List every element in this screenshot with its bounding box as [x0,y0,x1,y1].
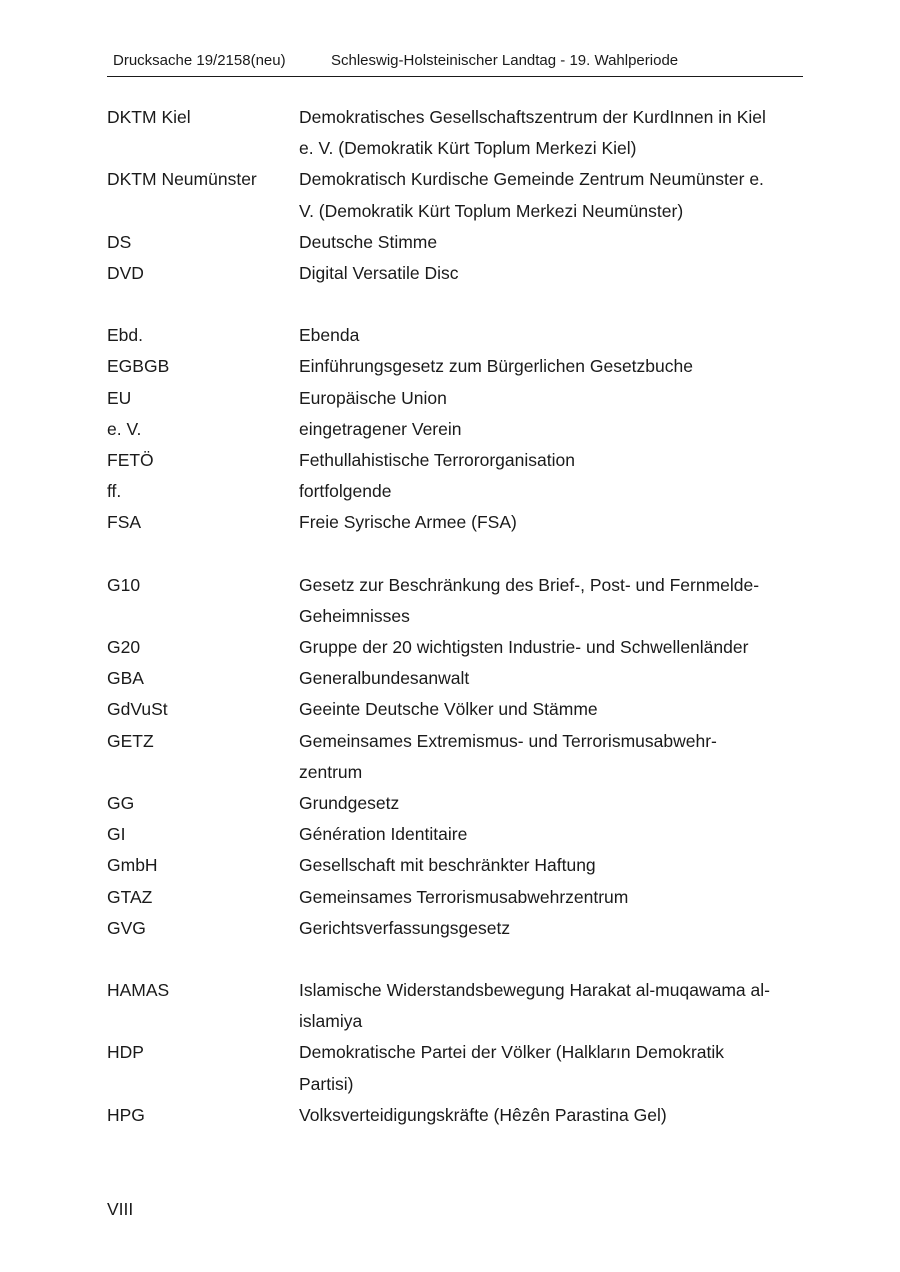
abbreviation: Ebd. [107,325,143,346]
abbreviation-entry [107,663,797,694]
abbreviation-entry [107,850,797,881]
abbreviation-entry [107,819,797,850]
abbreviation-group-d [107,102,797,289]
definition: Geeinte Deutsche Völker und Stämme [299,699,598,720]
abbreviation: GVG [107,917,146,938]
abbreviation: GmbH [107,855,158,876]
definition: Digital Versatile Disc [299,263,459,284]
definition: Demokratische Partei der Völker (Halkların Demokratik Partisi) [299,1042,724,1094]
abbreviation-entry [107,788,797,819]
abbreviation: GG [107,793,135,814]
definition: Gesellschaft mit beschränkter Haftung [299,855,596,876]
abbreviation: EGBGB [107,356,170,377]
definition: fortfolgende [299,481,392,502]
abbreviation: GETZ [107,730,154,751]
abbreviation-entry [107,975,797,1037]
definition: Islamische Widerstandsbewegung Harakat al-muqawama al-islamiya [299,980,770,1032]
abbreviation-entry [107,383,797,414]
definition: Gerichtsverfassungsgesetz [299,917,511,938]
abbreviation-entry [107,320,797,351]
definition: Gemeinsames Extremismus- und Terrorismusabwehr-zentrum [299,730,717,782]
abbreviation: DKTM Kiel [107,107,191,127]
definition: Gruppe der 20 wichtigsten Industrie- und Schwellenländer [299,637,749,658]
definition: Gemeinsames Terrorismusabwehrzentrum [299,886,629,907]
abbreviation: GTAZ [107,886,153,907]
definition: eingetragener Verein [299,418,462,439]
header-divider [107,76,803,77]
abbreviation: G20 [107,637,141,658]
abbreviation-entry [107,694,797,725]
abbreviation-list [107,102,797,1162]
definition: Europäische Union [299,387,447,408]
abbreviation: DKTM Neumünster [107,169,257,190]
abbreviation-group-h [107,975,797,1131]
abbreviation-entry [107,351,797,382]
abbreviation-entry [107,632,797,663]
page-header [113,51,803,71]
abbreviation-entry [107,507,797,538]
definition: Freie Syrische Armee (FSA) [299,512,517,533]
definition: Demokratisch Kurdische Gemeinde Zentrum Neumünster e. V. (Demokratik Kürt Toplum Merkezi Neumünster) [299,169,764,221]
abbreviation: GdVuSt [107,699,168,720]
abbreviation: G10 [107,574,141,595]
definition: Einführungsgesetz zum Bürgerlichen Gesetzbuche [299,356,693,377]
definition: Gesetz zur Beschränkung des Brief-, Post- und Fernmelde-Geheimnisses [299,574,760,626]
page-number: VIII [107,1199,134,1219]
abbreviation: GI [107,824,126,845]
abbreviation-entry [107,414,797,445]
abbreviation: ff. [107,481,122,502]
abbreviation-entry [107,258,797,289]
abbreviation-entry [107,164,797,226]
definition: Generalbundesanwalt [299,668,470,689]
document-number: Drucksache 19/2158(neu) [113,52,286,69]
abbreviation-entry [107,882,797,913]
abbreviation-entry [107,102,797,164]
abbreviation-group-e-f [107,320,797,538]
parliament-title: Schleswig-Holsteinischer Landtag - 19. Wahlperiode [331,52,679,69]
definition: Volksverteidigungskräfte (Hêzên Parastina Gel) [299,1104,667,1125]
abbreviation-entry [107,1100,797,1131]
abbreviation-entry [107,445,797,476]
abbreviation-entry [107,570,797,632]
definition: Ebenda [299,325,360,346]
definition: Fethullahistische Terrororganisation [299,450,575,471]
abbreviation: HPG [107,1104,145,1125]
definition: Demokratisches Gesellschaftszentrum der KurdInnen in Kiel e. V. (Demokratik Kürt Toplum Merkezi Kiel) [299,107,766,159]
abbreviation: e. V. [107,418,142,439]
abbreviation: FETÖ [107,450,154,471]
abbreviation-group-g [107,570,797,944]
abbreviation-entry [107,913,797,944]
abbreviation-entry [107,476,797,507]
abbreviation: FSA [107,512,142,533]
abbreviation: DVD [107,263,144,284]
definition: Grundgesetz [299,793,400,814]
definition: Génération Identitaire [299,824,468,845]
abbreviation: DS [107,231,132,252]
abbreviation: HDP [107,1042,144,1063]
abbreviation: GBA [107,668,144,689]
abbreviation-entry [107,726,797,788]
abbreviation-entry [107,227,797,258]
definition: Deutsche Stimme [299,231,438,252]
abbreviation: HAMAS [107,980,170,1001]
abbreviation-entry [107,1037,797,1099]
abbreviation: EU [107,387,132,408]
